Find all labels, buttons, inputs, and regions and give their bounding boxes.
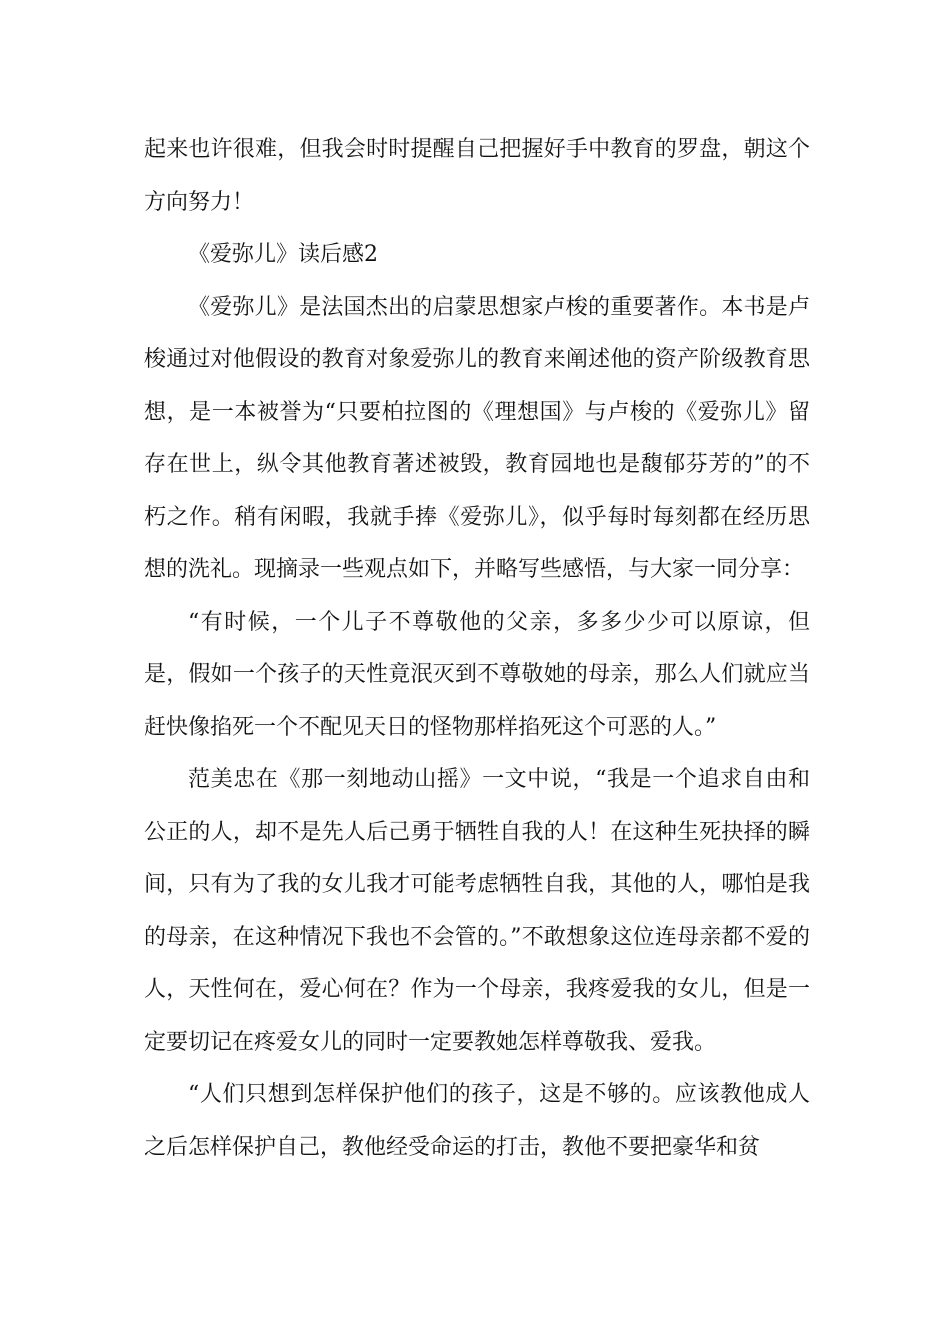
quote-paragraph-1: “有时候，一个儿子不尊敬他的父亲，多多少少可以原谅，但是，假如一个孩子的天性竟泯灭到不尊敬她的母亲，那么人们就应当赶快像掐死一个不配见天日的怪物那样掐死这个可恶的人。” — [144, 609, 810, 740]
paragraph-continuation: 起来也许很难，但我会时时提醒自己把握好手中教育的罗盘，朝这个方向努力！ — [144, 137, 810, 215]
paragraph-intro: 《爱弥儿》是法国杰出的启蒙思想家卢梭的重要著作。本书是卢梭通过对他假设的教育对象爱弥儿的教育来阐述他的资产阶级教育思想，是一本被誉为“只要柏拉图的《理想国》与卢梭的《爱弥儿》留存在世上，纵令其他教育著述被毁，教育园地也是馥郁芬芳的”的不朽之作。稍有闲暇，我就手捧《爱弥儿》，似乎每时每刻都在经历思想的洗礼。现摘录一些观点如下，并略写些感悟，与大家一同分享： — [144, 294, 810, 582]
section-heading: 《爱弥儿》读后感2 — [188, 242, 378, 267]
quote-paragraph-2: “人们只想到怎样保护他们的孩子，这是不够的。应该教他成人之后怎样保护自己，教他经受命运的打击，教他不要把豪华和贫 — [144, 1082, 810, 1160]
document-body — [144, 124, 810, 1174]
paragraph-reflection: 范美忠在《那一刻地动山摇》一文中说，“我是一个追求自由和公正的人，却不是先人后己勇于牺牲自我的人！在这种生死抉择的瞬间，只有为了我的女儿我才可能考虑牺牲自我，其他的人，哪怕是我的母亲，在这种情况下我也不会管的。”不敢想象这位连母亲都不爱的人，天性何在，爱心何在？作为一个母亲，我疼爱我的女儿，但是一定要切记在疼爱女儿的同时一定要教她怎样尊敬我、爱我。 — [144, 767, 810, 1055]
